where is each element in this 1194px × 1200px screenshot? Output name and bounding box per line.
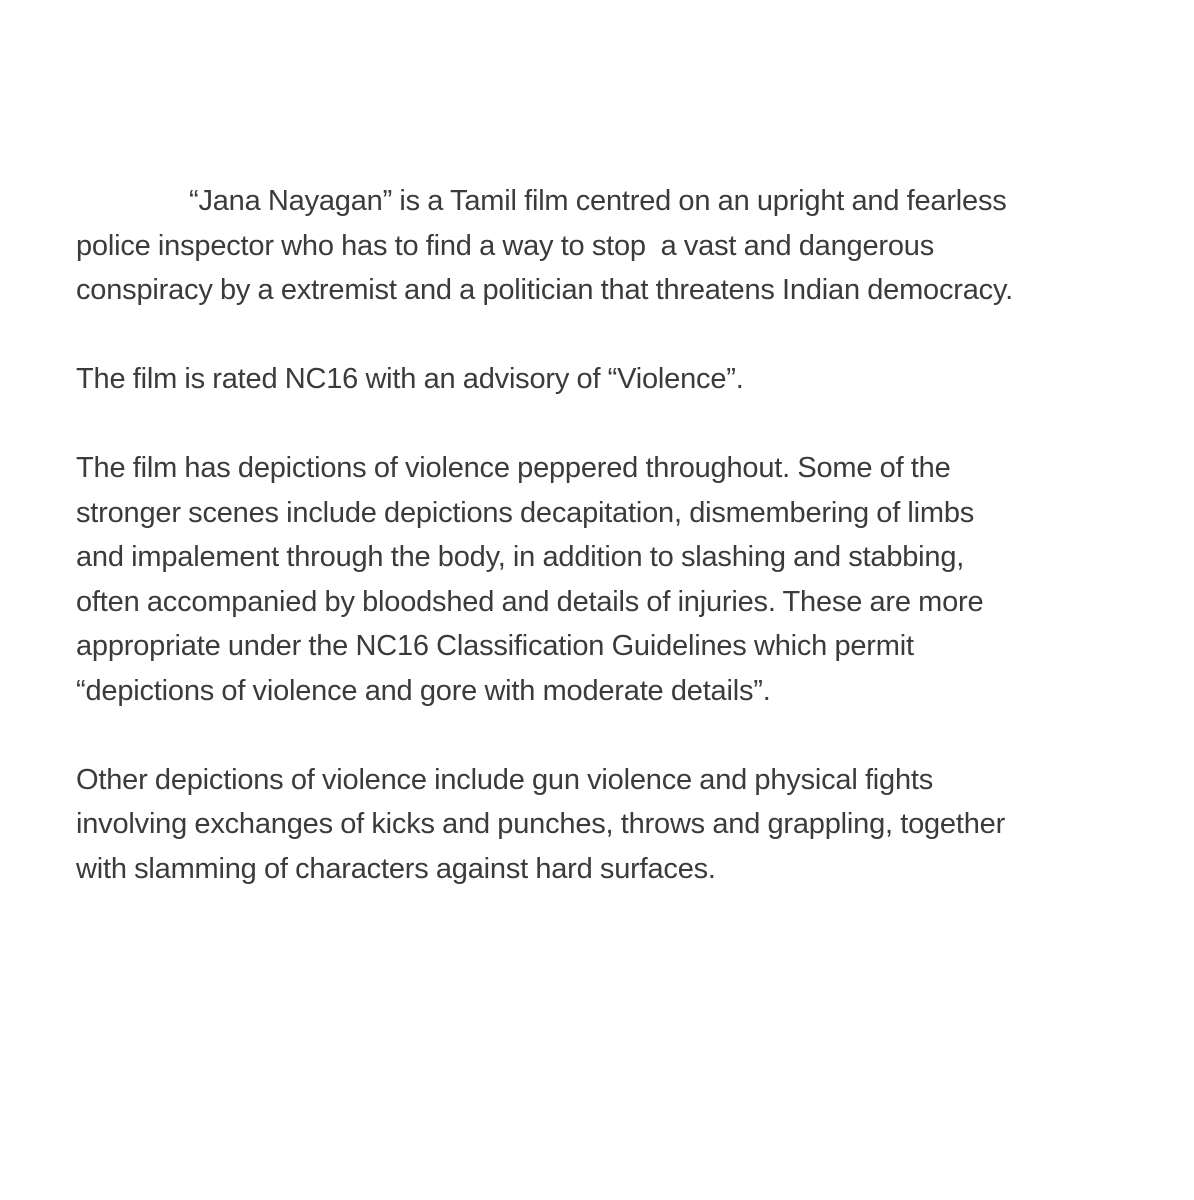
text-line: “Jana Nayagan” is a Tamil film centred on an upright and fearless (189, 185, 1007, 217)
text-line: involving exchanges of kicks and punches, throws and grappling, together (76, 808, 1006, 840)
text-line: The film is rated NC16 with an advisory of “Violence”. (76, 363, 744, 395)
paragraph-spacer (76, 313, 1136, 358)
text-line: police inspector who has to find a way to stop a vast and dangerous (76, 229, 934, 262)
document-body (76, 179, 1136, 891)
paragraph-spacer (76, 713, 1136, 758)
violence-details-paragraph (76, 446, 1136, 713)
synopsis-paragraph (76, 179, 1136, 313)
text-line: conspiracy by a extremist and a politician that threatens Indian democracy. (76, 274, 1013, 306)
paragraph-spacer (76, 402, 1136, 447)
text-line: The film has depictions of violence peppered throughout. Some of the (76, 452, 951, 484)
text-line: Other depictions of violence include gun violence and physical fights (76, 763, 934, 796)
other-violence-paragraph (76, 758, 1136, 892)
text-line: often accompanied by bloodshed and details of injuries. These are more (76, 585, 984, 618)
text-line: “depictions of violence and gore with moderate details”. (76, 674, 771, 707)
text-line: and impalement through the body, in addition to slashing and stabbing, (76, 541, 965, 573)
rating-paragraph (76, 357, 1136, 402)
text-line: stronger scenes include depictions decapitation, dismembering of limbs (76, 496, 975, 529)
text-line: with slamming of characters against hard surfaces. (76, 852, 716, 885)
text-line: appropriate under the NC16 Classification Guidelines which permit (76, 630, 914, 662)
